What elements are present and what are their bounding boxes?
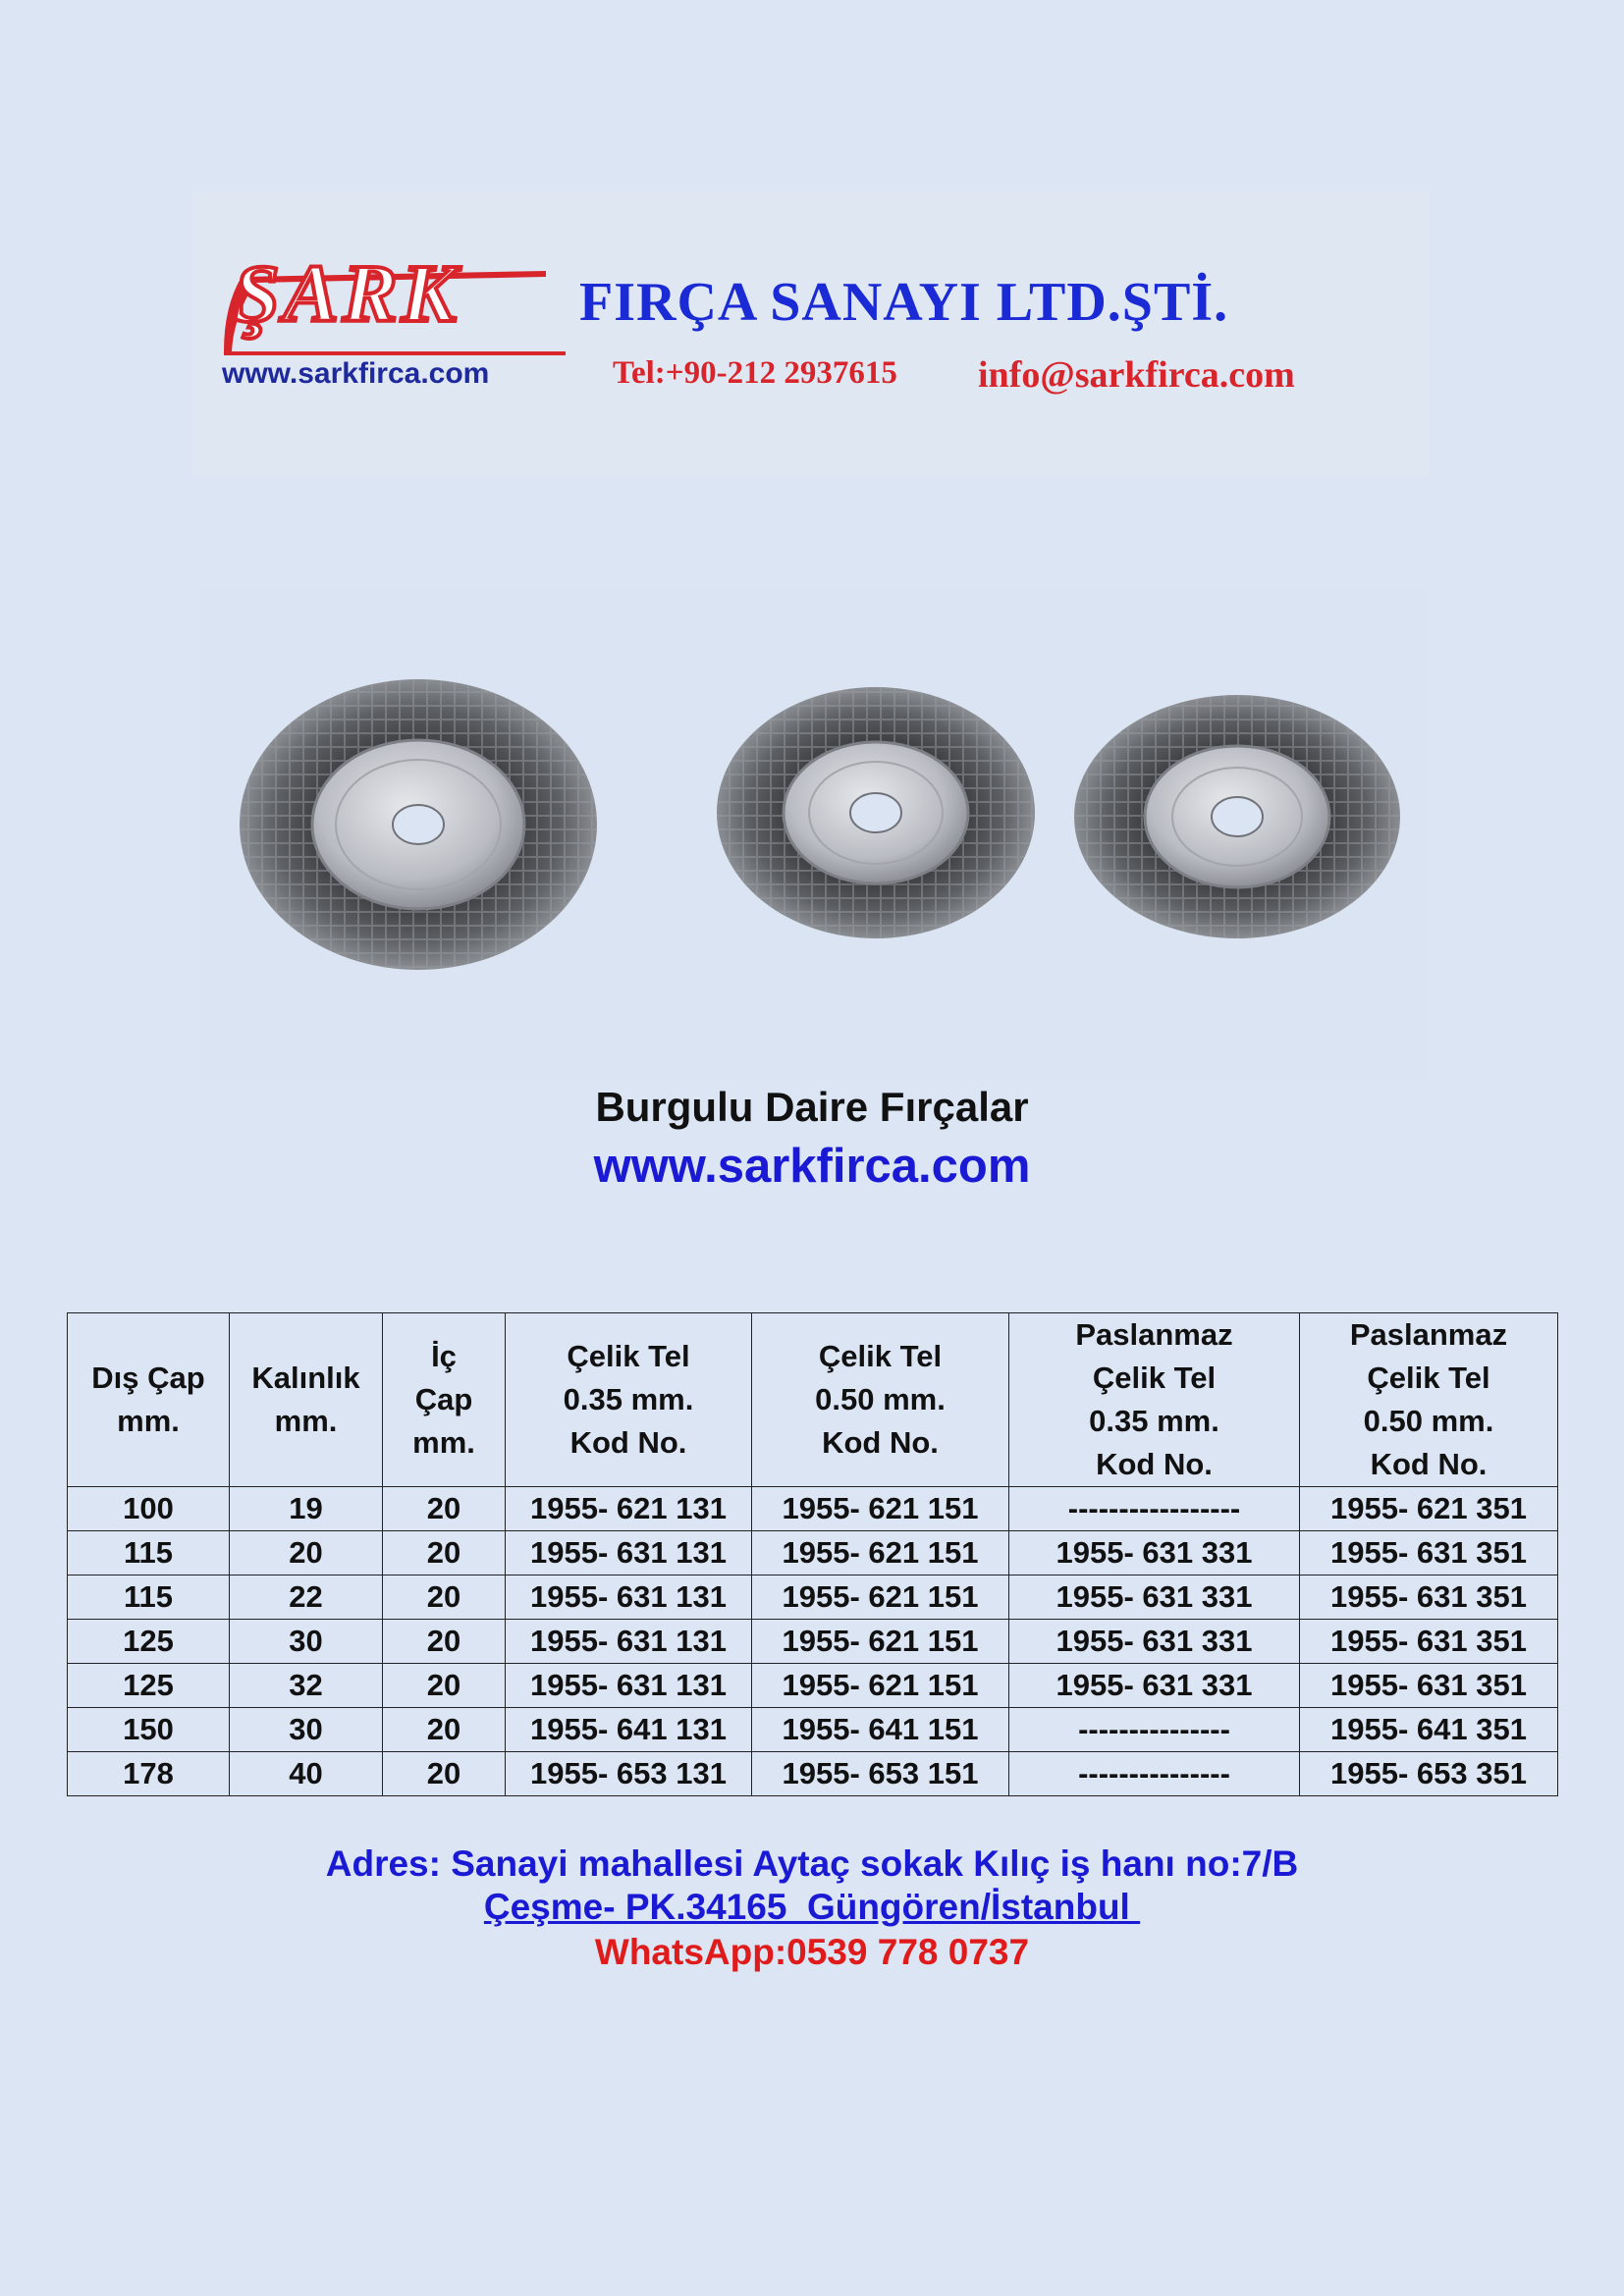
table-cell: 30: [230, 1708, 383, 1752]
table-cell: 20: [230, 1531, 383, 1575]
table-cell: 1955- 621 131: [506, 1487, 752, 1531]
header-email[interactable]: info@sarkfirca.com: [978, 354, 1295, 396]
table-cell: 1955- 621 151: [752, 1664, 1009, 1708]
table-row: [68, 1752, 1558, 1796]
table-cell: 1955- 621 151: [752, 1620, 1009, 1664]
col-header-outer-diameter: Dış Çap mm.: [68, 1313, 230, 1487]
table-cell: 1955- 631 131: [506, 1575, 752, 1620]
table-cell: 1955- 631 351: [1300, 1531, 1558, 1575]
table-cell: 178: [68, 1752, 230, 1796]
table-row: [68, 1708, 1558, 1752]
table-cell: 1955- 621 351: [1300, 1487, 1558, 1531]
table-cell: 1955- 621 151: [752, 1487, 1009, 1531]
brush-wheel-small: [1074, 695, 1400, 938]
table-cell: 1955- 641 131: [506, 1708, 752, 1752]
spec-table: [67, 1312, 1558, 1796]
table-cell: 20: [383, 1531, 506, 1575]
table-cell: 1955- 653 151: [752, 1752, 1009, 1796]
col-header-thickness: Kalınlık mm.: [230, 1313, 383, 1487]
col-header-steel-050: Çelik Tel 0.50 mm. Kod No.: [752, 1313, 1009, 1487]
table-cell: 30: [230, 1620, 383, 1664]
table-cell: 150: [68, 1708, 230, 1752]
table-cell: 20: [383, 1487, 506, 1531]
table-cell: 125: [68, 1664, 230, 1708]
table-cell: 1955- 631 131: [506, 1531, 752, 1575]
table-cell: 20: [383, 1752, 506, 1796]
address-line: Adres: Sanayi mahallesi Aytaç sokak Kılıç iş hanı no:7/B: [325, 1843, 1299, 1884]
table-cell: 1955- 641 151: [752, 1708, 1009, 1752]
table-cell: 1955- 641 351: [1300, 1708, 1558, 1752]
wire-brush-wheels-image: [200, 589, 1428, 1080]
table-cell: 1955- 653 351: [1300, 1752, 1558, 1796]
company-name: FIRÇA SANAYI LTD.ŞTİ.: [579, 272, 1229, 333]
table-cell: 22: [230, 1575, 383, 1620]
table-row: [68, 1575, 1558, 1620]
address-city-line: Çeşme- PK.34165 Güngören/İstanbul: [483, 1887, 1141, 1927]
table-cell: 20: [383, 1575, 506, 1620]
table-cell: 20: [383, 1708, 506, 1752]
table-cell: 125: [68, 1620, 230, 1664]
brush-wheel-large: [240, 679, 597, 970]
header-banner: [192, 192, 1430, 477]
table-cell: 115: [68, 1575, 230, 1620]
col-header-steel-035: Çelik Tel 0.35 mm. Kod No.: [506, 1313, 752, 1487]
table-cell: 100: [68, 1487, 230, 1531]
table-row: [68, 1487, 1558, 1531]
brush-wheel-medium: [717, 687, 1035, 938]
table-cell: 1955- 621 151: [752, 1531, 1009, 1575]
table-cell: ---------------: [1009, 1752, 1300, 1796]
table-cell: 1955- 631 331: [1009, 1531, 1300, 1575]
col-header-inner-diameter: İç Çap mm.: [383, 1313, 506, 1487]
table-row: [68, 1531, 1558, 1575]
table-cell: 20: [383, 1620, 506, 1664]
col-header-stainless-035: Paslanmaz Çelik Tel 0.35 mm. Kod No.: [1009, 1313, 1300, 1487]
col-header-stainless-050: Paslanmaz Çelik Tel 0.50 mm. Kod No.: [1300, 1313, 1558, 1487]
table-cell: 1955- 631 331: [1009, 1664, 1300, 1708]
logo-text: ŞARK: [234, 248, 460, 340]
table-cell: 1955- 631 351: [1300, 1664, 1558, 1708]
table-cell: 19: [230, 1487, 383, 1531]
table-cell: -----------------: [1009, 1487, 1300, 1531]
table-cell: 1955- 621 151: [752, 1575, 1009, 1620]
table-cell: 32: [230, 1664, 383, 1708]
table-cell: 1955- 631 351: [1300, 1620, 1558, 1664]
product-title: Burgulu Daire Fırçalar: [595, 1084, 1029, 1130]
header-phone: Tel:+90-212 2937615: [613, 355, 897, 391]
product-photo: [200, 589, 1428, 1080]
header-website[interactable]: www.sarkfirca.com: [222, 357, 490, 390]
table-header-row: [68, 1313, 1558, 1487]
table-cell: 20: [383, 1664, 506, 1708]
table-cell: 40: [230, 1752, 383, 1796]
table-cell: ---------------: [1009, 1708, 1300, 1752]
table-cell: 115: [68, 1531, 230, 1575]
table-cell: 1955- 631 331: [1009, 1620, 1300, 1664]
company-logo: [212, 248, 546, 351]
product-url[interactable]: www.sarkfirca.com: [593, 1140, 1031, 1193]
table-cell: 1955- 653 131: [506, 1752, 752, 1796]
table-row: [68, 1620, 1558, 1664]
table-cell: 1955- 631 331: [1009, 1575, 1300, 1620]
table-row: [68, 1664, 1558, 1708]
whatsapp-number[interactable]: WhatsApp:0539 778 0737: [594, 1932, 1030, 1972]
table-cell: 1955- 631 351: [1300, 1575, 1558, 1620]
table-cell: 1955- 631 131: [506, 1664, 752, 1708]
table-cell: 1955- 631 131: [506, 1620, 752, 1664]
